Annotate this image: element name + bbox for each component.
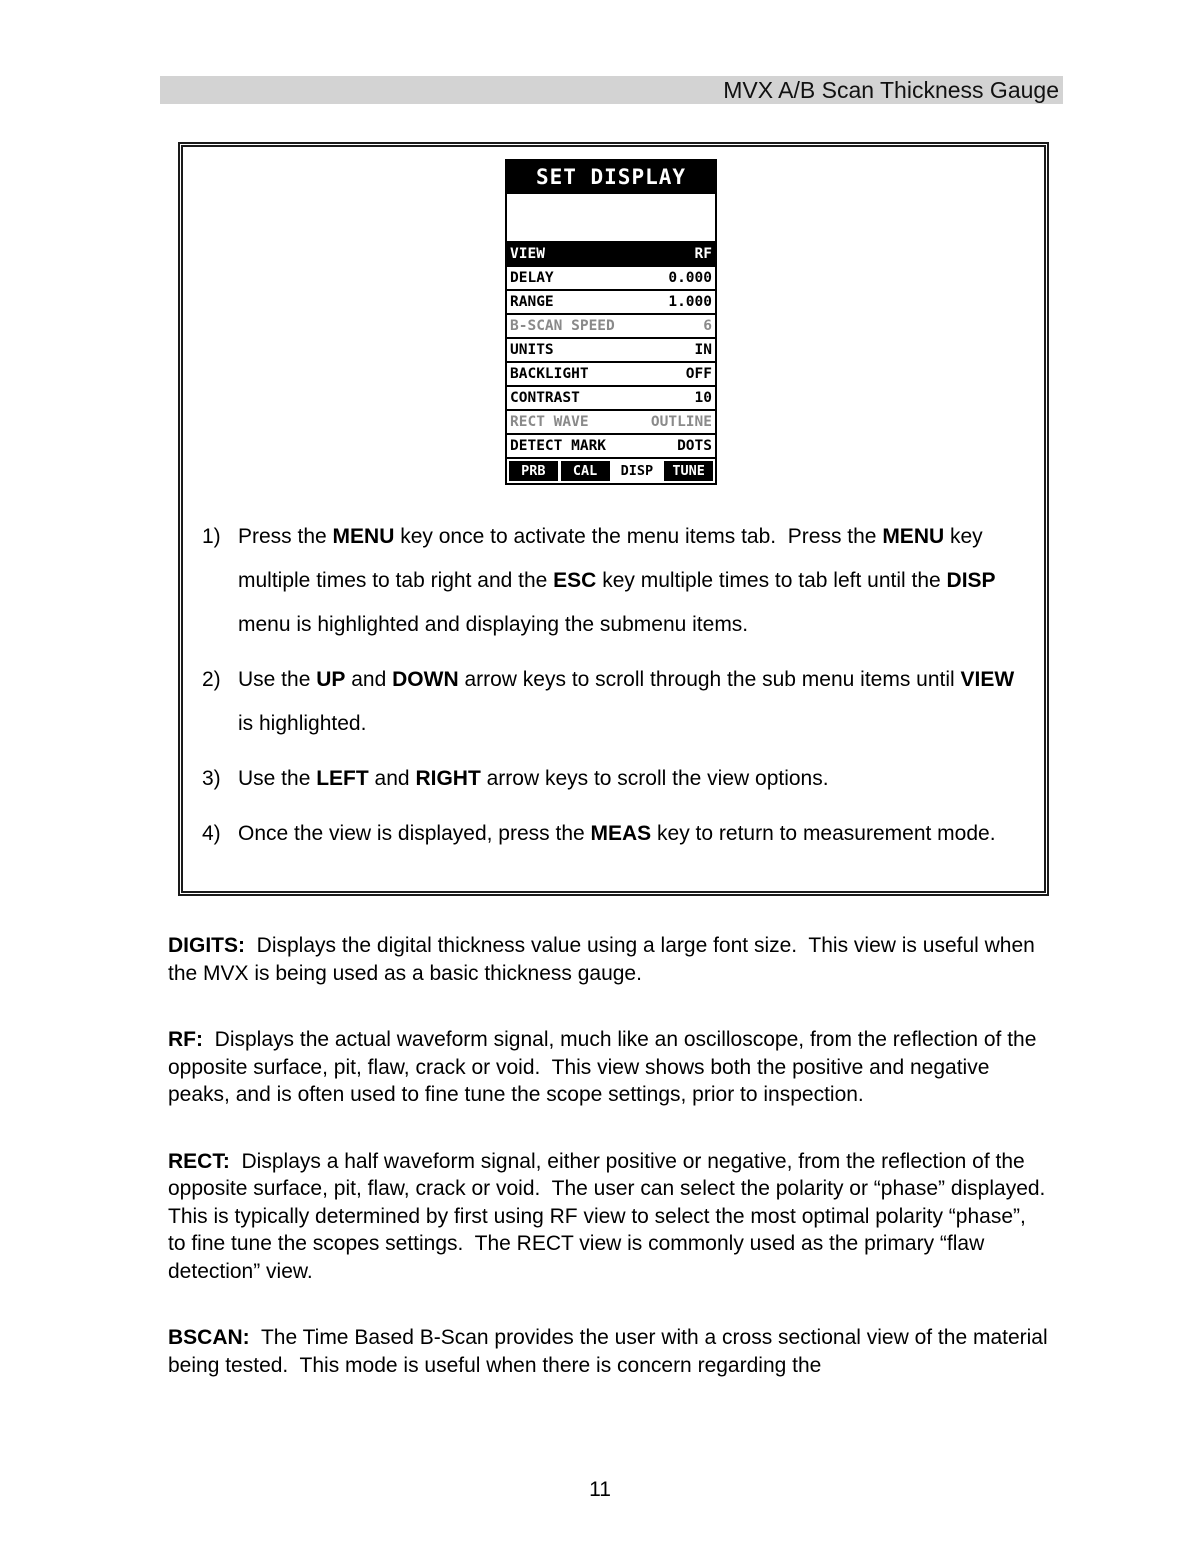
key-label: LEFT (316, 767, 369, 790)
text-segment: menu is highlighted and displaying the submenu items. (238, 569, 1002, 636)
step-number: 1) (202, 525, 221, 548)
key-label: VIEW (960, 668, 1015, 691)
text-segment: Use the (238, 668, 317, 691)
lcd-row-value: 10 (694, 390, 712, 406)
description-paragraph (168, 1324, 1054, 1379)
step-text (238, 515, 1020, 647)
key-label: DOWN (392, 668, 459, 691)
text-segment: key multiple times to tab left until the (596, 569, 947, 592)
lcd-row-value: RF (694, 246, 712, 262)
key-label: MENU (332, 525, 395, 548)
header-title: MVX A/B Scan Thickness Gauge (723, 77, 1059, 103)
text-segment: arrow keys to scroll the view options. (480, 767, 829, 790)
paragraph-text: The Time Based B-Scan provides the user with a cross sectional view of the material being tested. This mode is useful when there is concern regarding the (168, 1326, 1054, 1377)
paragraph-text: Displays a half waveform signal, either positive or negative, from the reflection of the opposite surface, pit, flaw, crack or void. The user can select the polarity or “phase” displayed. This is typically determined by first using RF view to select the most optimal polarity “phase”, to fine tune the scopes settings. The RECT view is commonly used as the primary “flaw detection” view. (168, 1149, 1057, 1283)
lcd-row-label: RANGE (510, 294, 554, 310)
lcd-row-value: 6 (703, 318, 712, 334)
lcd-row-value: 0.000 (668, 270, 712, 286)
text-segment: is highlighted. (238, 668, 1021, 735)
lcd-row-label: VIEW (510, 246, 545, 262)
lcd-row-label: CONTRAST (510, 390, 580, 406)
page-header (160, 76, 1063, 104)
description-paragraph (168, 1148, 1057, 1286)
lcd-menu (507, 241, 715, 457)
lcd-row-label: UNITS (510, 342, 554, 358)
key-label: MENU (882, 525, 945, 548)
lcd-row-value: OFF (685, 366, 712, 382)
paragraph-text: Displays the digital thickness value using a large font size. This view is useful when the MVX is being used as a basic thickness gauge. (168, 934, 1041, 985)
lcd-menu-row (507, 241, 715, 265)
lcd-menu-row (507, 409, 715, 433)
text-segment: and (368, 767, 416, 790)
instruction-step (202, 515, 1020, 647)
text-segment: Use the (238, 767, 317, 790)
step-text (238, 812, 1020, 856)
paragraph-lead: BSCAN: (168, 1326, 250, 1349)
lcd-menu-row (507, 361, 715, 385)
lcd-blank-area (507, 194, 715, 241)
text-segment: key multiple times to tab right and the (238, 525, 989, 592)
instruction-step (202, 757, 1020, 801)
step-text (238, 658, 1020, 746)
step-number: 2) (202, 668, 221, 691)
step-text (238, 757, 1020, 801)
lcd-row-label: RECT WAVE (510, 414, 589, 430)
lcd-tab: DISP (613, 461, 662, 481)
lcd-tab: CAL (561, 461, 610, 481)
page-number: 11 (589, 1478, 611, 1501)
text-segment: Press the (238, 525, 333, 548)
text-segment: key once to activate the menu items tab. Press the (394, 525, 883, 548)
lcd-row-label: DELAY (510, 270, 554, 286)
lcd-row-label: DETECT MARK (510, 438, 607, 454)
text-segment: arrow keys to scroll through the sub menu items until (458, 668, 961, 691)
text-segment: Once the view is displayed, press the (238, 822, 591, 845)
key-label: DISP (946, 569, 996, 592)
lcd-menu-row (507, 313, 715, 337)
key-label: UP (316, 668, 346, 691)
lcd-row-value: 1.000 (668, 294, 712, 310)
instruction-step (202, 812, 1020, 856)
step-number: 4) (202, 822, 221, 845)
paragraph-lead: RECT: (168, 1149, 230, 1173)
key-label: RIGHT (415, 767, 481, 790)
paragraph-lead: RF: (168, 1028, 203, 1051)
text-segment: key to return to measurement mode. (651, 822, 996, 845)
step-number: 3) (202, 767, 221, 790)
description-paragraph (168, 932, 1048, 987)
instruction-box (178, 142, 1049, 896)
page-footer (0, 1478, 1200, 1502)
lcd-row-value: DOTS (677, 438, 712, 454)
lcd-screen (505, 159, 717, 485)
text-segment: and (345, 668, 393, 691)
key-label: MEAS (590, 822, 652, 845)
lcd-tab-bar (507, 457, 715, 483)
lcd-title: SET DISPLAY (507, 161, 715, 194)
description-paragraph (168, 1026, 1048, 1109)
lcd-menu-row (507, 265, 715, 289)
lcd-menu-row (507, 337, 715, 361)
paragraph-lead: DIGITS: (168, 934, 245, 957)
paragraph-text: Displays the actual waveform signal, much like an oscilloscope, from the reflection of the opposite surface, pit, flaw, crack or void. This view shows both the positive and negative peaks, and is often used to fine tune the scope settings, prior to inspection. (168, 1028, 1043, 1106)
key-label: ESC (553, 569, 597, 592)
lcd-row-value: IN (694, 342, 712, 358)
lcd-tab: PRB (509, 461, 558, 481)
lcd-menu-row (507, 289, 715, 313)
lcd-row-label: BACKLIGHT (510, 366, 589, 382)
lcd-row-label: B-SCAN SPEED (510, 318, 615, 334)
lcd-tab: TUNE (664, 461, 713, 481)
instruction-step (202, 658, 1020, 746)
lcd-menu-row (507, 385, 715, 409)
lcd-menu-row (507, 433, 715, 457)
steps-list (202, 515, 1020, 856)
view-descriptions (168, 932, 1057, 1418)
lcd-row-value: OUTLINE (650, 414, 712, 430)
